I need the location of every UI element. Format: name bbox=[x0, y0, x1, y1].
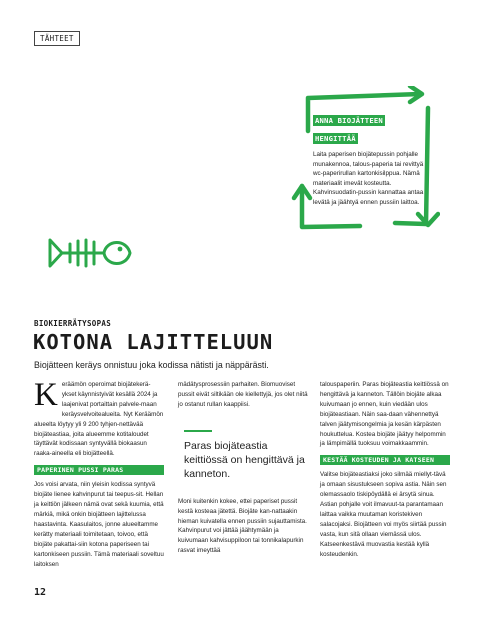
pull-quote-rule bbox=[184, 430, 212, 432]
column-1-paragraph-2: Jos voisi arvata, niin yleisin kodissa syntyvä biojäte lienee kahvinpurut tai teepus-sit. Hellan ja keittiön jälkeen nämä ovat sekä kuumia, että märkiä, mikä onkin biojätteen lajittelussa haastavinta. Kaasulaitos, jonne alueeltamme kerätty materiaali toimitetaan, toivoo, että biojäte pakattai-siin kotona paperiseen tai kartonkiseen pussiin. Tämä materiaali soveltuu laitoksen bbox=[34, 481, 164, 568]
page-number: 12 bbox=[34, 587, 47, 598]
article-lead: Biojätteen keräys onnistuu joka kodissa nätisti ja näppärästi. bbox=[34, 360, 269, 370]
tip-body: Laita paperisen biojätepussin pohjalle munakennoa, talous-paperia tai revittyä wc-paperirullan kartonkisilppua. Nämä materiaalit imevät kosteutta. Kahvinsuodatin-pussin kannattaa antaa levätä ja jäähtyä ennen pussiin laittoa. bbox=[313, 151, 424, 206]
subheading-paperinen-pussi: PAPERINEN PUSSI PARAS bbox=[34, 465, 164, 475]
column-2-paragraph-2: Moni kuitenkin kokee, ettei paperiset pussit kestä kosteaa jätettä. Biojäte kan-nattaakin hieman kuivatella ennen pussiin sujauttamista. Kahvinpurut voi jättää jäähtymään ja kuivumaan kahvisuppiloon tai tonnikalapurkin rasvat imeyttää bbox=[178, 497, 307, 555]
column-3-paragraph-1: talouspaperiin. Paras biojäteastia keittiössä on hengittävä ja kanneton. Tällöin biojäte alkaa kuivumaan jo ennen, kuin viedään ulos biojäteastiaan. Näin saa-daan vähennettyä talven jäätymisongelmia ja kesän kärpästen houkuttelua. Kostea biojäte jäätyy helpommin ja lämpimällä tuoksuu voimakkaammin. bbox=[320, 381, 449, 448]
subheading-kestaa-kosteuden: KESTÄÄ KOSTEUDEN JA KATSEEN bbox=[320, 455, 450, 465]
article-column-2 bbox=[178, 380, 308, 556]
article-kicker: BIOKIERRÄTYSOPAS bbox=[34, 319, 112, 328]
tip-title: ANNA BIOJÄTTEEN HENGITTÄÄ bbox=[315, 116, 383, 143]
column-3-paragraph-2: Valitse biojäteastiaksi joko silmää miellyt-tävä ja omaan sisustukseen sopiva astia. Näin sen olemassaolo tiskipöydällä ei ärsytä sinua. Astian pohjalle voit ilmavuut-ta parantamaan laittaa vaikka muutaman koristekiven salacojaksi. Biojätteen voi myös siirtää pussin vasta, kun sitä ollaan viemässä ulos. Katseenkestävä muovastia kestää kyllä kosteudenkin. bbox=[320, 471, 447, 558]
article-column-1 bbox=[34, 377, 164, 569]
paragraph-text: eräämön operoimat biojätekerä-ykset käynnistyivät kesällä 2024 ja laajenivat portaittain palvele-maan keräysvelvoitealueita. Nyt Keräämön alueelta löytyy yli 9 200 tyhjen-nettävää biojäteastiaa, joita alueemme kotitaloudet täyttävät kodissaan syntyvällä biokaasun raaka-aineella eli biojätteellä. bbox=[34, 381, 164, 458]
article-column-3 bbox=[320, 380, 450, 560]
fish-bone-icon bbox=[46, 232, 132, 274]
section-tag: TÄHTEET bbox=[34, 31, 80, 46]
column-1-paragraph-1 bbox=[34, 377, 164, 459]
pull-quote: Paras biojäteastia keittiössä on hengittävä ja kanneton. bbox=[184, 439, 305, 480]
column-2-paragraph-1: mädätysprosessiin parhaiten. Biomuoviset pussit eivät siltikään ole kiellettyjä, jos olet niitä jo ostanut rullan kaappiisi. bbox=[178, 381, 308, 408]
tip-box bbox=[313, 110, 425, 208]
drop-cap: K bbox=[34, 377, 58, 413]
article-headline: KOTONA LAJITTELUUN bbox=[33, 330, 274, 354]
